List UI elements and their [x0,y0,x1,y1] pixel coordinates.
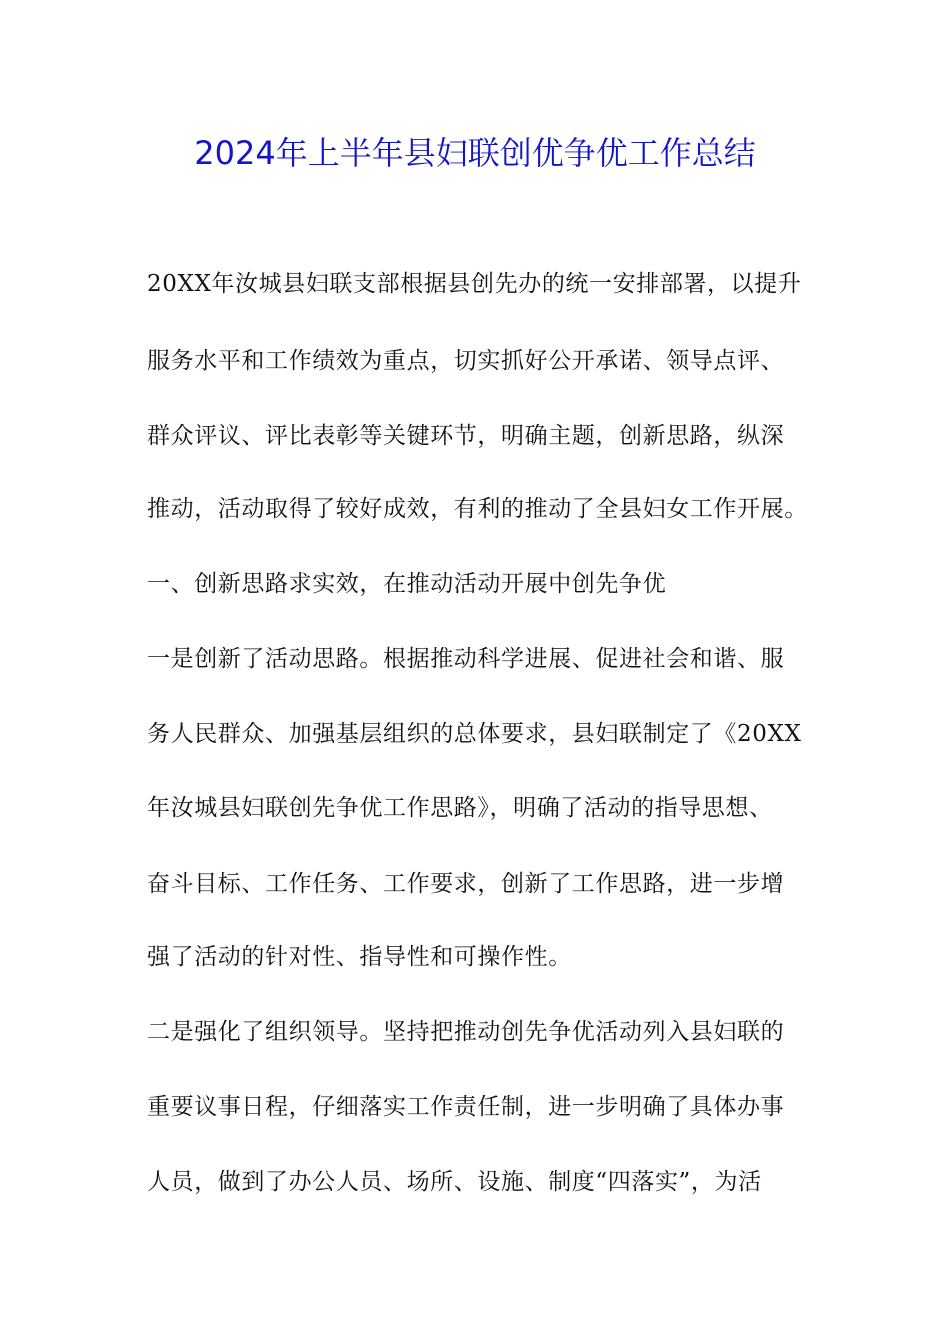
paragraph-line: 奋斗目标、工作任务、工作要求，创新了工作思路，进一步增 [147,871,785,897]
paragraph-line: 重要议事日程，仔细落实工作责任制，进一步明确了具体办事 [147,1094,785,1120]
paragraph-line: 二是强化了组织领导。坚持把推动创先争优活动列入县妇联的 [147,1019,785,1045]
section-heading: 一、创新思路求实效，在推动活动开展中创先争优 [147,571,667,597]
paragraph-line: 群众评议、评比表彰等关键环节，明确主题，创新思路，纵深 [147,423,785,449]
paragraph-line: 年汝城县妇联创先争优工作思路》，明确了活动的指导思想、 [147,795,773,821]
paragraph-line: 推动，活动取得了较好成效，有利的推动了全县妇女工作开展。 [147,496,808,522]
paragraph-line: 一是创新了活动思路。根据推动科学进展、促进社会和谐、服 [147,646,785,672]
paragraph-line: 人员，做到了办公人员、场所、设施、制度“四落实”，为活 [147,1169,762,1195]
paragraph-line: 务人民群众、加强基层组织的总体要求，县妇联制定了《20XX [147,721,802,747]
paragraph-line: 强了活动的针对性、指导性和可操作性。 [147,944,572,970]
document-title: 2024年上半年县妇联创优争优工作总结 [194,134,756,172]
paragraph-line: 20XX年汝城县妇联支部根据县创先办的统一安排部署，以提升 [147,271,802,297]
paragraph-line: 服务水平和工作绩效为重点，切实抓好公开承诺、领导点评、 [147,348,785,374]
